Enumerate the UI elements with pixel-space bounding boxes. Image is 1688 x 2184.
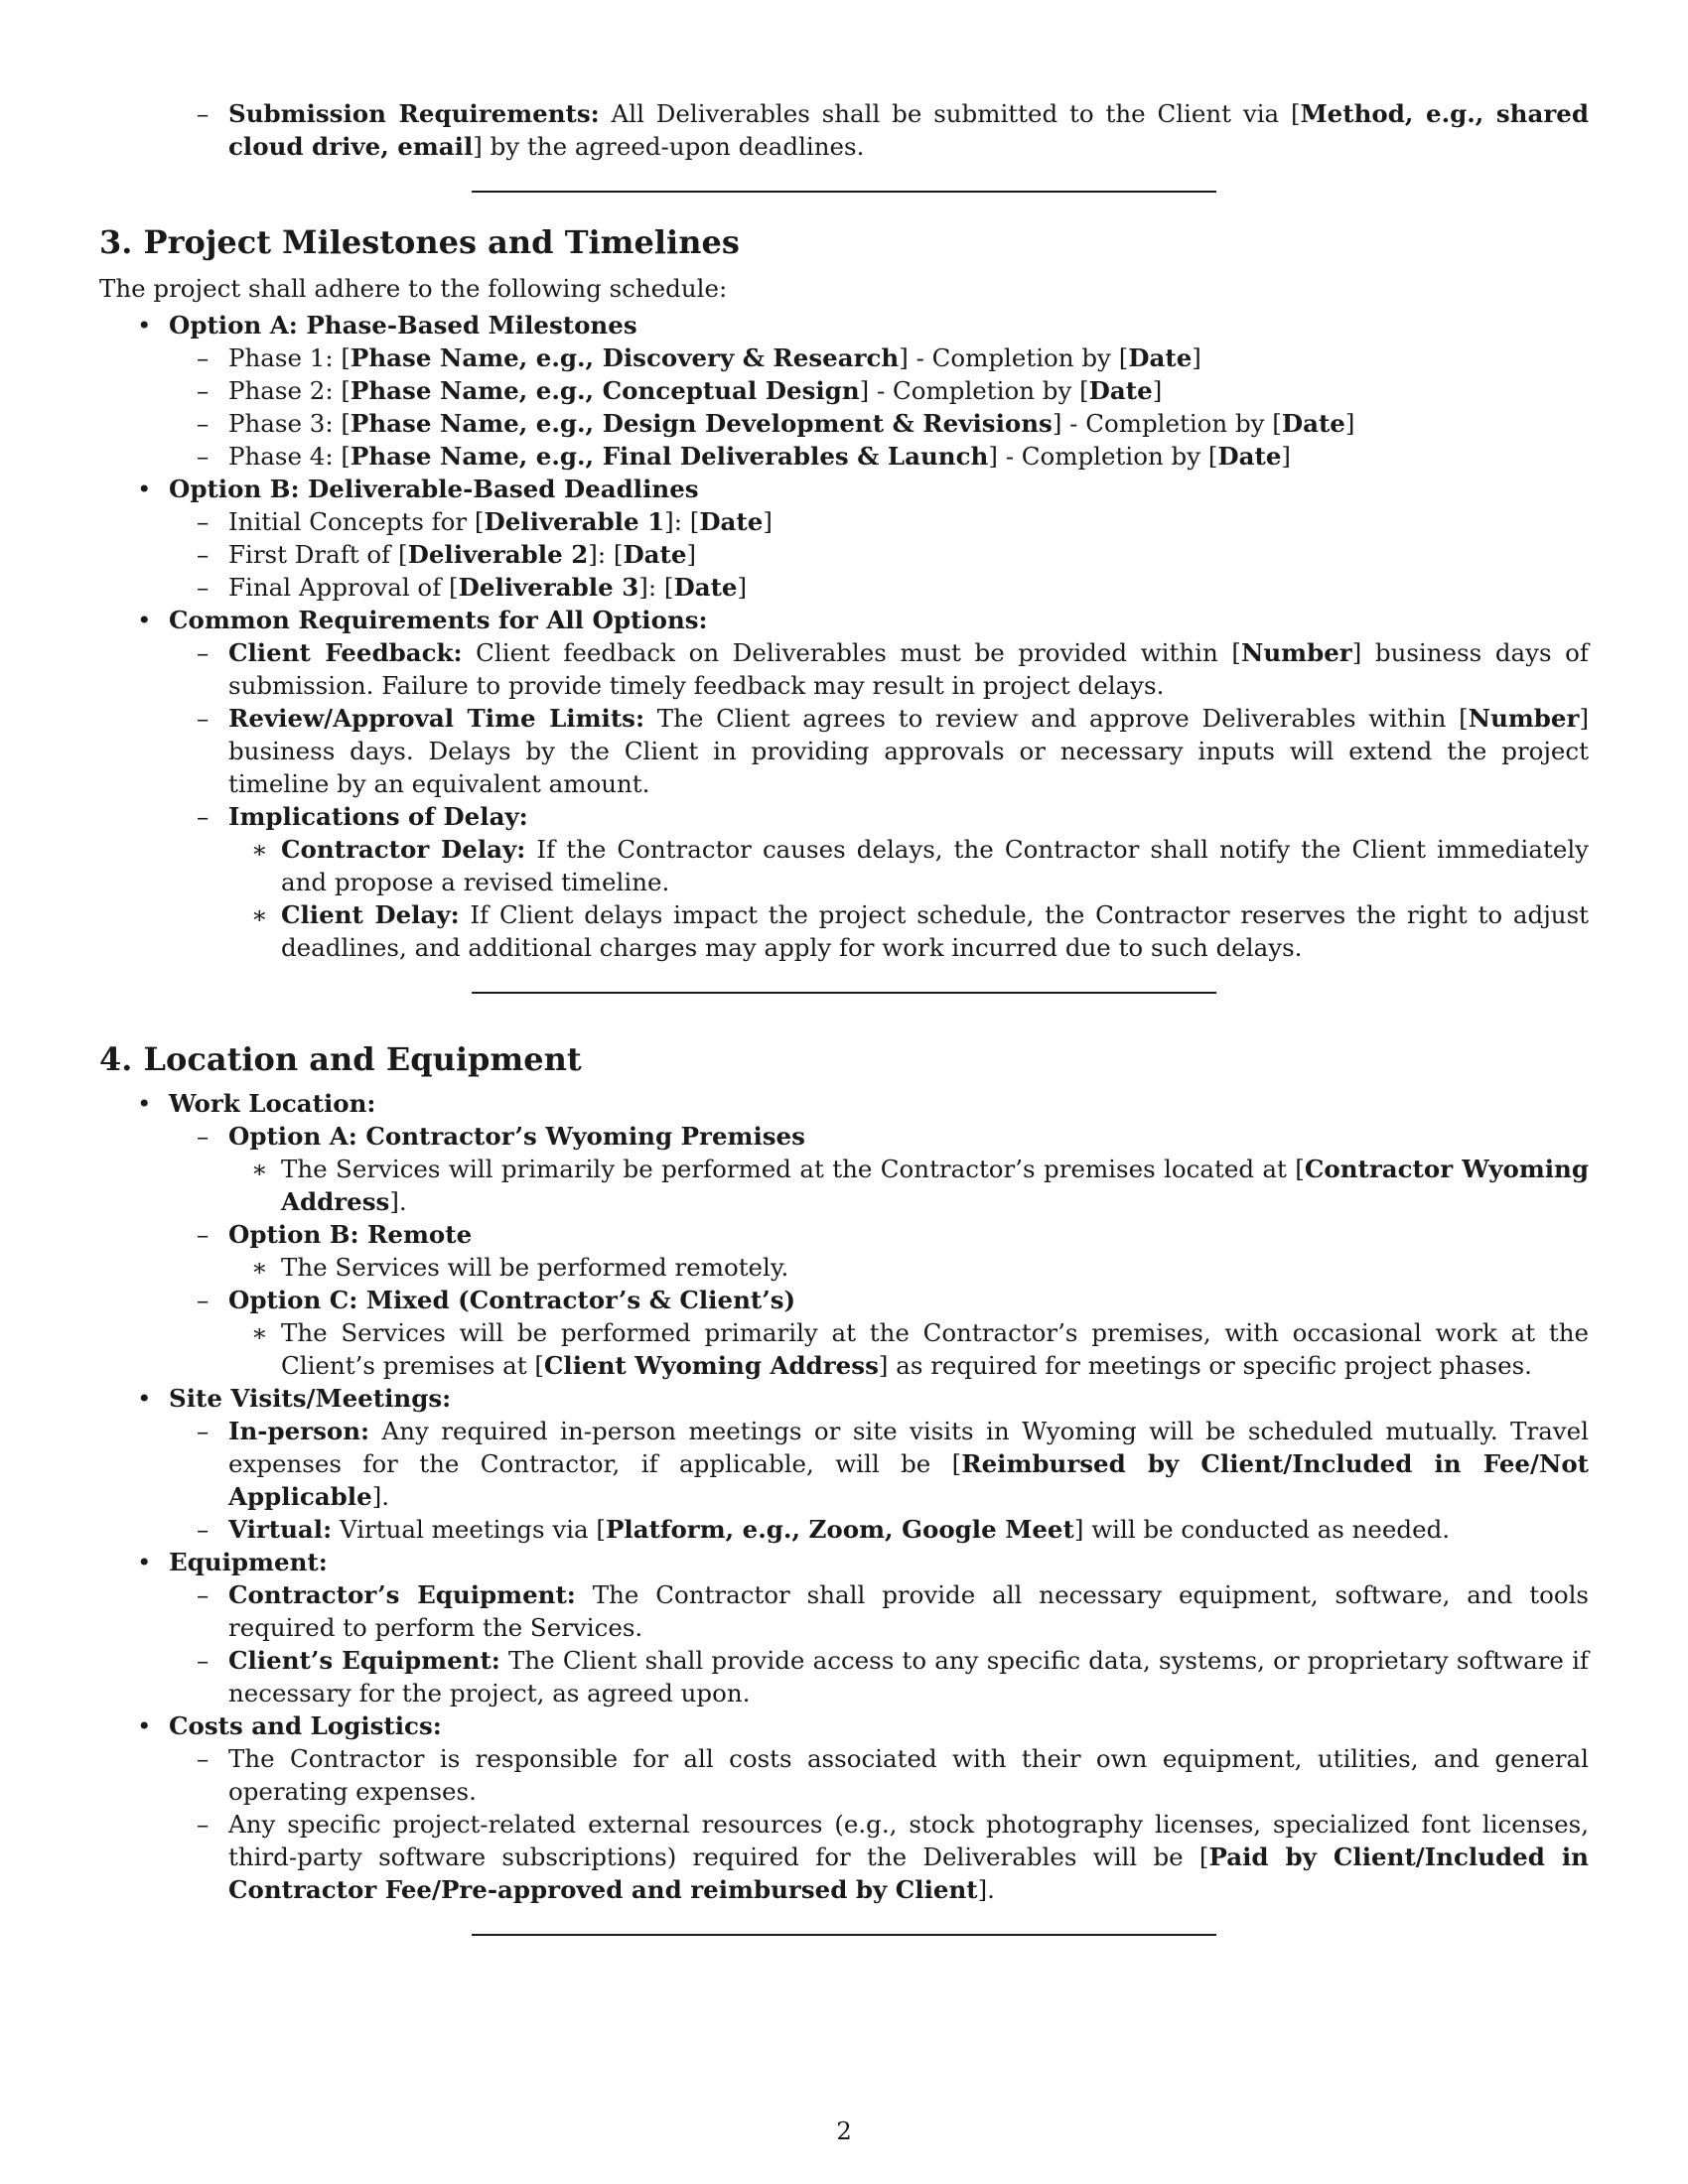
item-label: Submission Requirements: (228, 99, 600, 128)
submission-requirements-item (99, 97, 1589, 163)
work-location-item (99, 1087, 1589, 1120)
costs-detail-1 (99, 1742, 1589, 1808)
placeholder-field: Date (1088, 376, 1153, 405)
bullet-marker: • (137, 606, 152, 634)
common-requirements-list (99, 636, 1589, 833)
item-text: First Draft of [ (228, 540, 408, 569)
location-option-a-list (99, 1153, 1589, 1218)
item-text: If the Contractor causes delays, the Contractor shall notify the Client immediately and propose a revised timeline. (281, 835, 1589, 896)
placeholder-field: Client Wyoming Address (543, 1351, 879, 1380)
deliverable-item (99, 538, 1589, 571)
item-text: Phase 2: [ (228, 376, 351, 405)
placeholder-field: Date (1217, 442, 1282, 471)
bullet-marker: • (137, 311, 152, 340)
item-text: Initial Concepts for [ (228, 507, 485, 536)
item-text: Any required in-person meetings or site visits in Wyoming will be scheduled mutually. Travel expenses for the Contractor, if applicable, will be [ (228, 1417, 1589, 1478)
bullet-marker: • (137, 1089, 152, 1118)
phase-item (99, 407, 1589, 440)
item-text: ] (1281, 442, 1291, 471)
placeholder-field: Paid by Client/Included in Contractor Fee/Pre-approved and reimbursed by Client (228, 1843, 1589, 1904)
item-label: Client Delay: (281, 900, 460, 929)
star-marker: ∗ (251, 1155, 268, 1183)
item-text: ] (737, 573, 748, 602)
dash-marker: – (197, 802, 210, 831)
section-2-list (99, 97, 1589, 163)
section-3-heading: 3. Project Milestones and Timelines (99, 223, 740, 261)
work-location-list (99, 1284, 1589, 1316)
item-label: Equipment: (169, 1548, 328, 1576)
dash-marker: – (197, 442, 210, 471)
placeholder-field: Platform, e.g., Zoom, Google Meet (605, 1515, 1074, 1544)
bullet-marker: • (137, 1711, 152, 1740)
item-text: ]: [ (664, 507, 700, 536)
dash-marker: – (197, 376, 210, 405)
item-text: Client feedback on Deliverables must be provided within [ (462, 638, 1241, 667)
item-text: The Client agrees to review and approve Deliverables within [ (644, 704, 1469, 733)
placeholder-field: Deliverable 2 (407, 540, 589, 569)
dash-marker: – (197, 1810, 210, 1839)
deliverable-list (99, 505, 1589, 604)
item-label: Option A: Contractor’s Wyoming Premises (228, 1122, 805, 1151)
item-text: If Client delays impact the project schedule, the Contractor reserves the right to adjust deadlines, and additional charges may apply for work incurred due to such delays. (281, 900, 1590, 962)
item-text: The Contractor is responsible for all costs associated with their own equipment, utilities, and general operating expenses. (228, 1744, 1589, 1806)
placeholder-field: Date (699, 507, 764, 536)
dash-marker: – (197, 573, 210, 602)
document-page (99, 97, 1589, 1936)
item-text: ] - Completion by [ (899, 343, 1129, 372)
section-4-list (99, 1382, 1589, 1415)
item-text: Phase 1: [ (228, 343, 351, 372)
deliverable-item (99, 505, 1589, 538)
placeholder-field: Number (1240, 638, 1352, 667)
dash-marker: – (197, 409, 210, 438)
location-option-a (99, 1120, 1589, 1153)
dash-marker: – (197, 1580, 210, 1609)
item-label: Site Visits/Meetings: (169, 1384, 452, 1413)
item-text: ] - Completion by [ (1052, 409, 1282, 438)
site-visits-item (99, 1382, 1589, 1415)
item-text: ] - Completion by [ (988, 442, 1218, 471)
delay-list (99, 833, 1589, 964)
equipment-item (99, 1546, 1589, 1578)
section-3-list (99, 473, 1589, 505)
site-visits-list (99, 1415, 1589, 1546)
item-text: ] will be conducted as needed. (1073, 1515, 1451, 1544)
section-3-intro: The project shall adhere to the following schedule: (99, 274, 728, 303)
bullet-marker: • (137, 1548, 152, 1576)
option-b-label: Option B: Deliverable-Based Deadlines (169, 475, 699, 503)
dash-marker: – (197, 540, 210, 569)
in-person-item (99, 1415, 1589, 1513)
location-option-c-list (99, 1316, 1589, 1382)
item-text: ] (1344, 409, 1355, 438)
item-label: Client Feedback: (228, 638, 463, 667)
virtual-item (99, 1513, 1589, 1546)
section-4-list (99, 1087, 1589, 1120)
item-label: Option B: Remote (228, 1220, 473, 1249)
item-text: The Client shall provide access to any specific data, systems, or proprietary software if necessary for the project, as agreed upon. (228, 1646, 1589, 1707)
dash-marker: – (197, 1122, 210, 1151)
work-location-list (99, 1120, 1589, 1153)
client-delay-item (99, 898, 1589, 964)
item-text: ] (1192, 343, 1201, 372)
item-text: Phase 3: [ (228, 409, 351, 438)
item-text: Phase 4: [ (228, 442, 351, 471)
section-4-list (99, 1546, 1589, 1578)
client-equipment-item (99, 1644, 1589, 1709)
item-text: The Services will be performed primarily at the Contractor’s premises, with occasional work at the Client’s premises at [ (281, 1318, 1589, 1380)
client-feedback-item (99, 636, 1589, 702)
horizontal-rule (472, 1934, 1216, 1936)
section-4-heading: 4. Location and Equipment (99, 1040, 582, 1078)
item-text: ]: [ (588, 540, 624, 569)
placeholder-field: Method, e.g., shared cloud drive, email (228, 99, 1589, 161)
placeholder-field: Deliverable 1 (484, 507, 665, 536)
phase-item (99, 440, 1589, 473)
item-text: ] business days of submission. Failure to provide timely feedback may result in project delays. (228, 638, 1589, 700)
item-label: Option C: Mixed (Contractor’s & Client’s) (228, 1286, 796, 1314)
item-text: ] as required for meetings or specific project phases. (878, 1351, 1532, 1380)
placeholder-field: Deliverable 3 (458, 573, 639, 602)
item-text: ]: [ (638, 573, 674, 602)
star-marker: ∗ (251, 900, 268, 929)
item-label: In-person: (228, 1417, 370, 1445)
phase-list (99, 341, 1589, 473)
placeholder-field: Number (1468, 704, 1580, 733)
item-text: The Services will primarily be performed at the Contractor’s premises located at [ (281, 1155, 1305, 1183)
placeholder-field: Date (1128, 343, 1193, 372)
equipment-list (99, 1578, 1589, 1709)
location-option-b-list (99, 1251, 1589, 1284)
item-text: ]. (389, 1187, 407, 1216)
item-label: Work Location: (169, 1089, 376, 1118)
item-text: All Deliverables shall be submitted to the Client via [ (599, 99, 1301, 128)
star-marker: ∗ (251, 835, 268, 864)
placeholder-field: Reimbursed by Client/Included in Fee/Not Applicable (228, 1449, 1589, 1511)
dash-marker: – (197, 1744, 210, 1773)
placeholder-field: Contractor Wyoming Address (281, 1155, 1590, 1216)
horizontal-rule (472, 191, 1216, 193)
dash-marker: – (197, 1515, 210, 1544)
review-approval-item (99, 702, 1589, 800)
dash-marker: – (197, 704, 210, 733)
item-text: ] - Completion by [ (859, 376, 1089, 405)
dash-marker: – (197, 99, 210, 128)
page-number: 2 (836, 2116, 852, 2145)
item-text: Final Approval of [ (228, 573, 459, 602)
phase-item (99, 374, 1589, 407)
item-label: Review/Approval Time Limits: (228, 704, 644, 733)
placeholder-field: Phase Name, e.g., Discovery & Research (350, 343, 900, 372)
item-label: Client’s Equipment: (228, 1646, 500, 1675)
deliverable-item (99, 571, 1589, 604)
dash-marker: – (197, 507, 210, 536)
option-b-item (99, 473, 1589, 505)
location-option-c (99, 1284, 1589, 1316)
star-marker: ∗ (251, 1318, 268, 1347)
option-a-label: Option A: Phase-Based Milestones (169, 311, 637, 340)
star-marker: ∗ (251, 1253, 268, 1282)
common-requirements-label: Common Requirements for All Options: (169, 606, 708, 634)
placeholder-field: Phase Name, e.g., Design Development & Revisions (350, 409, 1053, 438)
item-text: The Services will be performed remotely. (281, 1253, 789, 1282)
bullet-marker: • (137, 475, 152, 503)
bullet-marker: • (137, 1384, 152, 1413)
placeholder-field: Phase Name, e.g., Conceptual Design (350, 376, 860, 405)
costs-item (99, 1709, 1589, 1742)
dash-marker: – (197, 1220, 210, 1249)
costs-detail-2 (99, 1808, 1589, 1906)
item-text: ] (1152, 376, 1163, 405)
implications-of-delay-item (99, 800, 1589, 833)
dash-marker: – (197, 1646, 210, 1675)
item-label: Contractor Delay: (281, 835, 526, 864)
location-option-b-detail (99, 1251, 1589, 1284)
item-text: Any specific project-related external resources (e.g., stock photography licenses, specialized font licenses, third-party software subscriptions) required for the Deliverables will be [ (228, 1810, 1589, 1871)
section-3-list (99, 309, 1589, 341)
common-requirements-item (99, 604, 1589, 636)
item-label: Virtual: (228, 1515, 333, 1544)
section-3-list (99, 604, 1589, 636)
dash-marker: – (197, 638, 210, 667)
work-location-list (99, 1218, 1589, 1251)
horizontal-rule (472, 992, 1216, 994)
item-label: Contractor’s Equipment: (228, 1580, 576, 1609)
section-4-list (99, 1709, 1589, 1742)
item-text: ] by the agreed-upon deadlines. (473, 132, 865, 161)
item-text: ]. (977, 1875, 995, 1904)
placeholder-field: Date (1281, 409, 1345, 438)
item-text: Virtual meetings via [ (332, 1515, 606, 1544)
phase-item (99, 341, 1589, 374)
location-option-b (99, 1218, 1589, 1251)
item-text: ] (686, 540, 697, 569)
placeholder-field: Phase Name, e.g., Final Deliverables & Launch (350, 442, 989, 471)
location-option-a-detail (99, 1153, 1589, 1218)
placeholder-field: Date (673, 573, 738, 602)
location-option-c-detail (99, 1316, 1589, 1382)
contractor-delay-item (99, 833, 1589, 898)
placeholder-field: Date (623, 540, 687, 569)
dash-marker: – (197, 1286, 210, 1314)
item-label: Implications of Delay: (228, 802, 528, 831)
dash-marker: – (197, 1417, 210, 1445)
option-a-item (99, 309, 1589, 341)
item-text: The Contractor shall provide all necessary equipment, software, and tools required to perform the Services. (228, 1580, 1589, 1642)
item-text: ] business days. Delays by the Client in providing approvals or necessary inputs will extend the project timeline by an equivalent amount. (228, 704, 1589, 798)
costs-list (99, 1742, 1589, 1906)
item-text: ]. (371, 1482, 390, 1511)
item-label: Costs and Logistics: (169, 1711, 442, 1740)
dash-marker: – (197, 343, 210, 372)
contractor-equipment-item (99, 1578, 1589, 1644)
item-text: ] (763, 507, 773, 536)
